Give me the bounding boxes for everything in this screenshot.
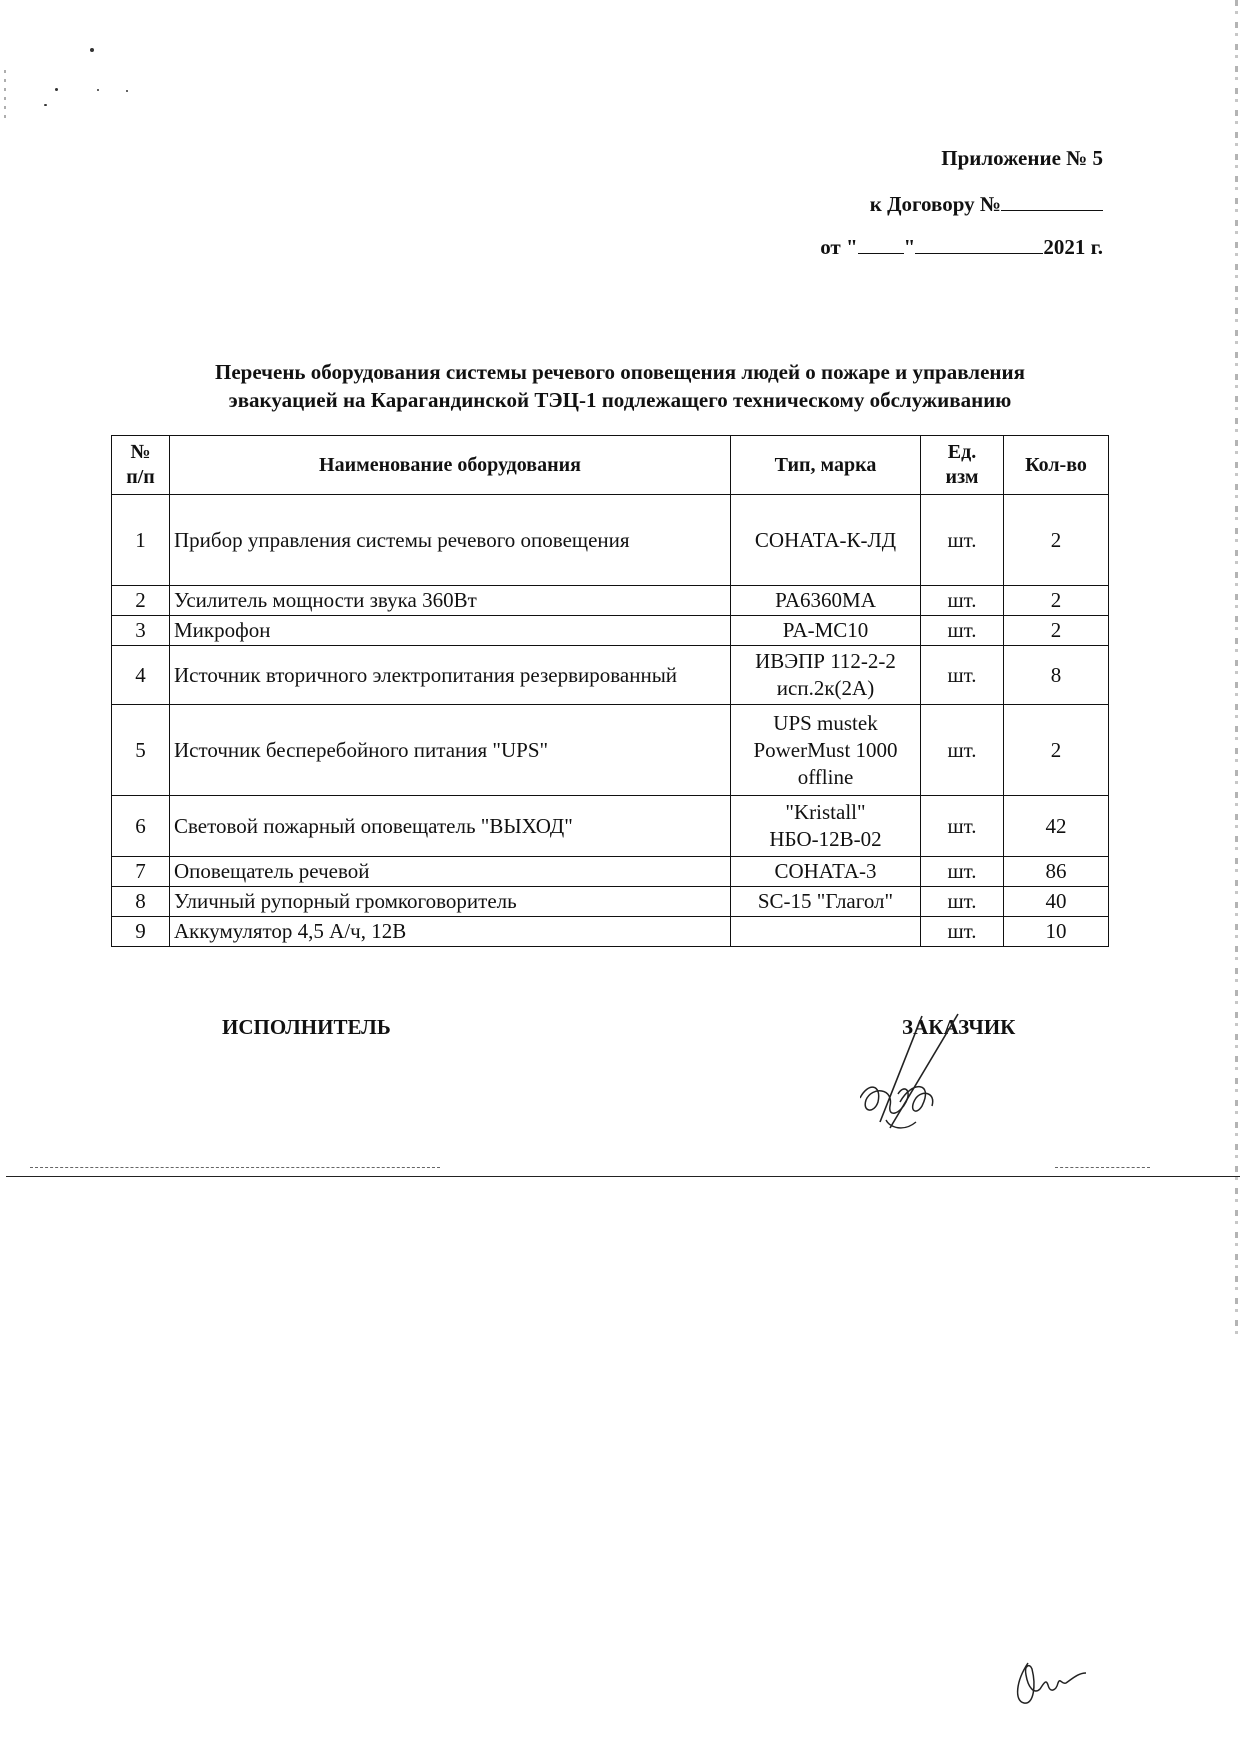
customer-label: ЗАКАЗЧИК <box>902 1015 1016 1039</box>
cell-number: 7 <box>112 857 170 887</box>
contract-number-blank <box>1001 190 1103 211</box>
customer-signature <box>860 1010 1060 1140</box>
cell-name: Уличный рупорный громкоговоритель <box>170 887 731 917</box>
header-unit-line-1: Ед. <box>947 441 977 463</box>
cell-type: СОНАТА-3 <box>731 857 921 887</box>
cell-quantity: 8 <box>1004 646 1109 705</box>
scan-speck <box>126 90 128 92</box>
table-row <box>112 646 1109 705</box>
scan-speck <box>44 104 47 106</box>
cell-unit: шт. <box>921 495 1004 586</box>
cell-name: Источник вторичного электропитания резервированный <box>170 646 731 705</box>
cell-quantity: 10 <box>1004 917 1109 947</box>
appendix-label: Приложение № 5 <box>941 146 1103 170</box>
cell-unit: шт. <box>921 586 1004 616</box>
table-row <box>112 857 1109 887</box>
scan-speck <box>97 89 99 91</box>
cell-quantity: 86 <box>1004 857 1109 887</box>
table-row <box>112 705 1109 796</box>
cell-number: 2 <box>112 586 170 616</box>
cell-unit: шт. <box>921 917 1004 947</box>
cell-unit: шт. <box>921 705 1004 796</box>
cell-number: 9 <box>112 917 170 947</box>
cell-type: UPS mustek PowerMust 1000 offline <box>731 705 921 796</box>
scan-edge-right <box>1235 0 1238 1340</box>
scan-fold-line <box>6 1176 1240 1177</box>
header-type: Тип, марка <box>731 436 921 495</box>
table-row <box>112 586 1109 616</box>
cell-quantity: 40 <box>1004 887 1109 917</box>
title-line-2: эвакуацией на Карагандинской ТЭЦ-1 подлежащего техническому обслуживанию <box>228 388 1012 412</box>
header-number-line-2: п/п <box>126 466 155 488</box>
scan-fold-dash <box>30 1167 440 1168</box>
executor-label: ИСПОЛНИТЕЛЬ <box>222 1015 391 1039</box>
cell-unit: шт. <box>921 796 1004 857</box>
cell-quantity: 2 <box>1004 586 1109 616</box>
page-initials <box>1010 1655 1100 1715</box>
contract-reference <box>870 190 1103 217</box>
contract-date <box>820 233 1103 260</box>
cell-number: 5 <box>112 705 170 796</box>
header-name: Наименование оборудования <box>170 436 731 495</box>
header-number <box>112 436 170 495</box>
header-number-line-1: № <box>130 441 151 463</box>
date-year: 2021 г. <box>1043 235 1103 259</box>
header-unit <box>921 436 1004 495</box>
cell-name: Прибор управления системы речевого оповещения <box>170 495 731 586</box>
cell-quantity: 2 <box>1004 616 1109 646</box>
document-title <box>120 358 1120 414</box>
title-line-1: Перечень оборудования системы речевого оповещения людей о пожаре и управления <box>215 360 1025 384</box>
cell-unit: шт. <box>921 646 1004 705</box>
scan-speck <box>55 88 58 91</box>
cell-quantity: 42 <box>1004 796 1109 857</box>
table-row <box>112 887 1109 917</box>
date-prefix: от " <box>820 235 858 259</box>
cell-number: 3 <box>112 616 170 646</box>
scan-edge-left <box>4 70 6 120</box>
cell-unit: шт. <box>921 887 1004 917</box>
cell-number: 4 <box>112 646 170 705</box>
header-quantity: Кол-во <box>1004 436 1109 495</box>
cell-name: Световой пожарный оповещатель "ВЫХОД" <box>170 796 731 857</box>
cell-name: Микрофон <box>170 616 731 646</box>
header-unit-line-2: изм <box>945 466 979 488</box>
cell-name: Аккумулятор 4,5 А/ч, 12В <box>170 917 731 947</box>
table-header-row <box>112 436 1109 495</box>
table-row <box>112 616 1109 646</box>
cell-number: 8 <box>112 887 170 917</box>
table-row <box>112 495 1109 586</box>
cell-quantity: 2 <box>1004 495 1109 586</box>
cell-type: ИВЭПР 112-2-2 исп.2к(2А) <box>731 646 921 705</box>
date-day-blank <box>858 233 904 254</box>
cell-number: 1 <box>112 495 170 586</box>
contract-prefix: к Договору № <box>869 192 1001 216</box>
cell-unit: шт. <box>921 616 1004 646</box>
cell-type: PA-MC10 <box>731 616 921 646</box>
cell-type: PA6360MA <box>731 586 921 616</box>
table-row <box>112 796 1109 857</box>
cell-type: "Kristall" НБО-12В-02 <box>731 796 921 857</box>
cell-quantity: 2 <box>1004 705 1109 796</box>
cell-type: СОНАТА-К-ЛД <box>731 495 921 586</box>
cell-type: SC-15 "Глагол" <box>731 887 921 917</box>
date-month-blank <box>915 233 1043 254</box>
cell-name: Усилитель мощности звука 360Вт <box>170 586 731 616</box>
cell-type <box>731 917 921 947</box>
cell-unit: шт. <box>921 857 1004 887</box>
cell-name: Оповещатель речевой <box>170 857 731 887</box>
scan-fold-dash <box>1055 1167 1150 1168</box>
table-row <box>112 917 1109 947</box>
scan-speck <box>90 48 94 52</box>
cell-number: 6 <box>112 796 170 857</box>
date-quote: " <box>903 235 916 259</box>
equipment-table <box>111 435 1109 947</box>
cell-name: Источник бесперебойного питания "UPS" <box>170 705 731 796</box>
